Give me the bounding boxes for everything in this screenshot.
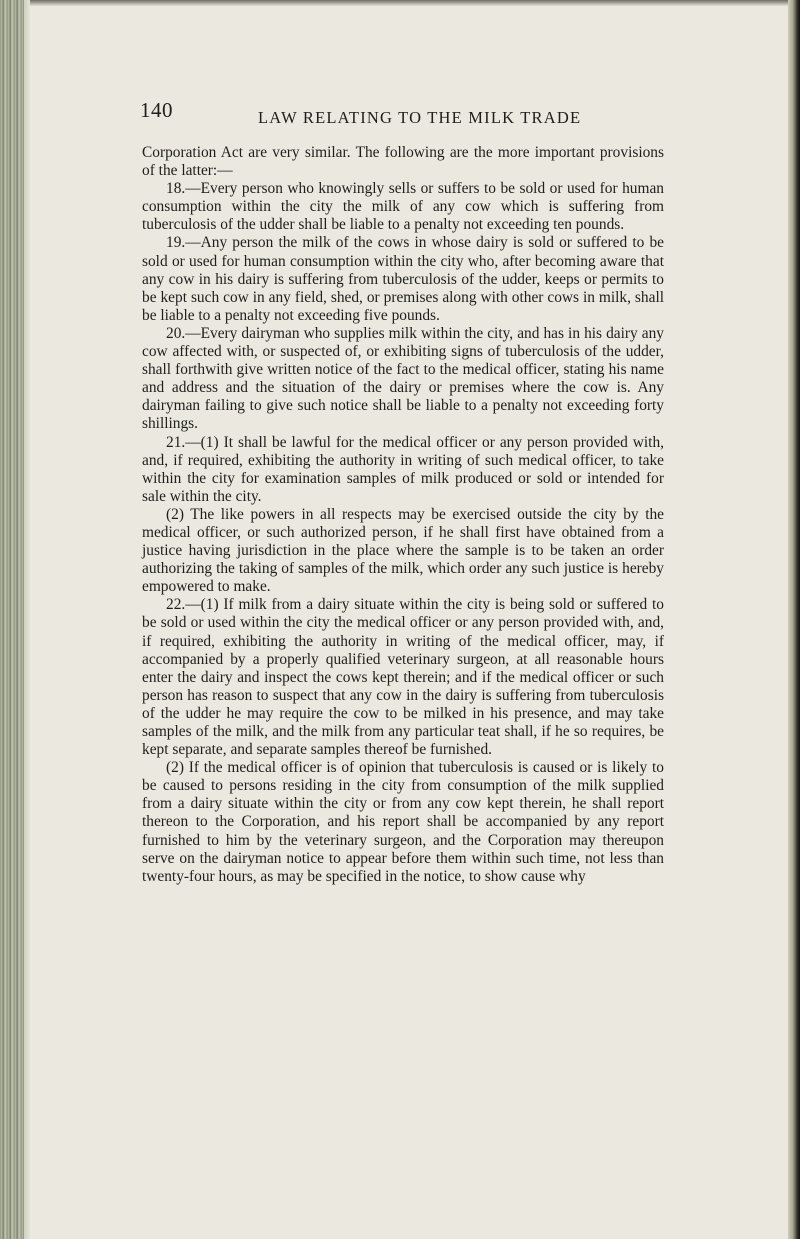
paragraph-intro: Corporation Act are very similar. The following are the more important provisions of the latter:— (142, 144, 664, 180)
paragraph-section-22-1: 22.—(1) If milk from a dairy situate within the city is being sold or suffered to be sold or used within the city the medical officer or any person provided with, and, if required, exhibiting the authority in writing of the medical officer, may, if accompanied by a properly qualified veterinary surgeon, at all reasonable hours enter the dairy and inspect the cows kept therein; and if the medical officer or such person has reason to suspect that any cow in the dairy is suffering from tuberculosis of the udder he may require the cow to be milked in his presence, and may take samples of the milk, and the milk from any particular teat shall, if he so requires, be kept separate, and separate samples thereof be furnished. (142, 596, 664, 759)
paragraph-section-18: 18.—Every person who knowingly sells or suffers to be sold or used for human consumption within the city the milk of any cow which is suffering from tuberculosis of the udder shall be liable to a penalty not exceeding ten pounds. (142, 180, 664, 234)
paragraph-section-21-2: (2) The like powers in all respects may be exercised outside the city by the medical officer, or such authorized person, if he shall first have obtained from a justice having jurisdiction in the place where the sample is to be taken an order authorizing the taking of samples of the milk, which order any such justice is hereby empowered to make. (142, 505, 664, 596)
binding-gutter (0, 0, 30, 1239)
paragraph-section-20: 20.—Every dairyman who supplies milk within the city, and has in his dairy any cow affected with, or suspected of, or exhibiting signs of tuberculosis of the udder, shall forthwith give written notice of the fact to the medical officer, stating his name and address and the situation of the dairy or premises where the cow is. Any dairyman failing to give such notice shall be liable to a penalty not exceeding forty shillings. (142, 324, 664, 433)
page-number: 140 (140, 98, 173, 122)
body-text (142, 144, 664, 886)
book-page (30, 6, 788, 1239)
paragraph-section-21-1: 21.—(1) It shall be lawful for the medical officer or any person provided with, and, if required, exhibiting the authority in writing of such medical officer, to take within the city for examination samples of milk produced or sold or intended for sale within the city. (142, 433, 664, 505)
paragraph-section-19: 19.—Any person the milk of the cows in whose dairy is sold or suffered to be sold or used for human consumption within the city who, after becoming aware that any cow in his dairy is suffering from tuberculosis of the udder, keeps or permits to be kept such cow in any field, shed, or premises along with other cows in milk, shall be liable to a penalty not exceeding five pounds. (142, 234, 664, 324)
paragraph-section-22-2: (2) If the medical officer is of opinion that tuberculosis is caused or is likely to be caused to persons residing in the city from consumption of the milk supplied from a dairy situate within the city or from any cow kept therein, he shall report thereon to the Corporation, and his report shall be accompanied by any report furnished to him by the veterinary surgeon, and the Corporation may thereupon serve on the dairyman notice to appear before them within such time, not less than twenty-four hours, as may be specified in the notice, to show cause why (142, 759, 664, 885)
page-header (30, 98, 788, 138)
running-head: LAW RELATING TO THE MILK TRADE (258, 108, 582, 127)
page-right-edge (788, 0, 800, 1239)
